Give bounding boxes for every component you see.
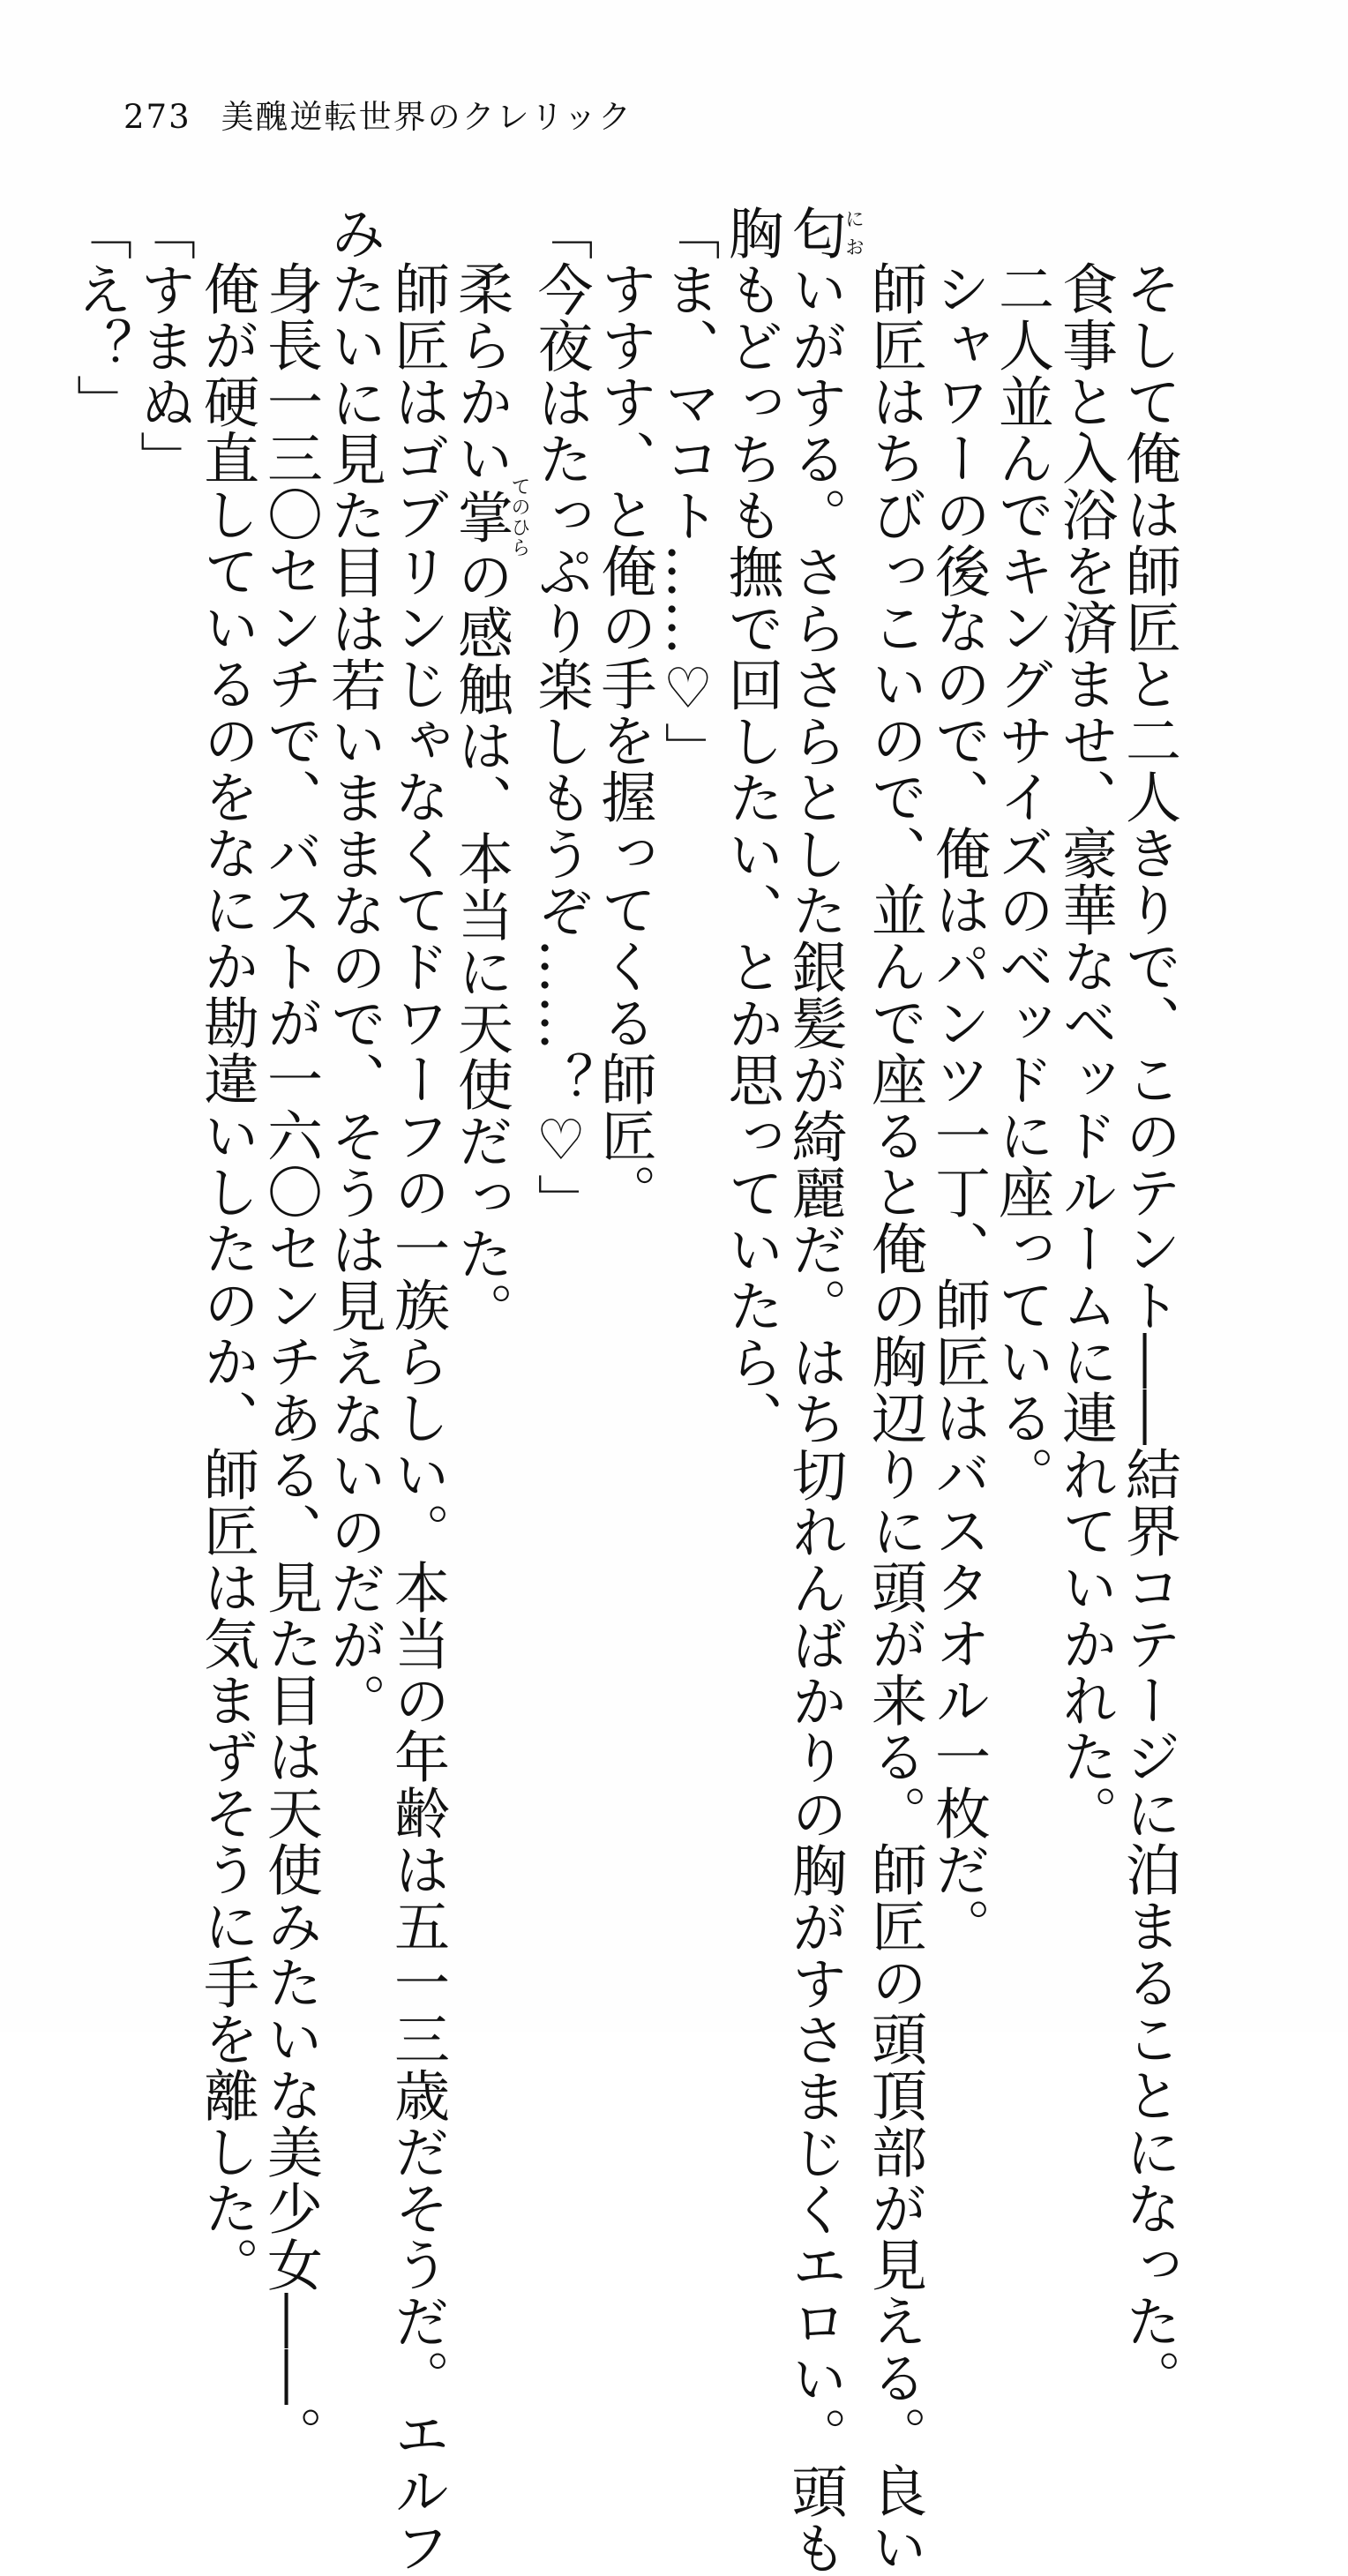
paragraph: 二人並んでキングサイズのベッドに座っている。 <box>990 260 1054 1502</box>
paragraph: 食事と入浴を済ませ、豪華なベッドルームに連れていかれた。 <box>1053 260 1118 1841</box>
paragraph: シャワーの後なので、俺はパンツ一丁、師匠はバスタオル一枚だ。 <box>926 260 991 1954</box>
paragraph <box>783 205 865 2576</box>
ruby-nioi <box>783 205 865 261</box>
paragraph-segment: いがする。さらさらとした銀髪が綺麗だ。はち切れんばかりの胸がすさまじくエロい。頭も <box>783 261 848 2576</box>
paragraph-segment: の感触は、本当に天使だった。 <box>449 548 513 1338</box>
dialogue-line: 「今夜はたっぷり楽しもうぞ……？♡」 <box>528 205 594 1230</box>
ruby-tenohira <box>449 476 530 558</box>
dialogue-line: 「すまぬ」 <box>131 205 196 487</box>
paragraph: 師匠はゴブリンじゃなくてドワーフの一族らしい。本当の年齢は五一三歳だそうだ。エルフ <box>386 260 450 2575</box>
ruby-reading: にお <box>842 205 865 261</box>
paragraph: すすす、と俺の手を握ってくる師匠。 <box>592 260 657 1220</box>
running-head <box>124 90 633 138</box>
paragraph: 俺が硬直しているのをなにか勘違いしたのか、師匠は気まずそうに手を離した。 <box>195 260 259 2293</box>
body-text <box>68 205 1181 2576</box>
paragraph: 胸もどっちも撫で回したい、とか思っていたら、 <box>719 205 784 1447</box>
paragraph: そして俺は師匠と二人きりで、このテント――結界コテージに泊まることになった。 <box>1117 260 1181 2406</box>
dialogue-line: 「え？」 <box>68 205 132 431</box>
ruby-base: 匂 <box>783 205 848 261</box>
page-number: 273 <box>124 98 191 136</box>
paragraph <box>449 205 529 1960</box>
paragraph: みたいに見た目は若いままなので、そうは見えないのだが。 <box>322 205 386 1729</box>
paragraph: 師匠はちびっこいので、並んで座ると俺の胸辺りに頭が来る。師匠の頭頂部が見える。良い <box>863 260 927 2575</box>
ruby-reading: てのひら <box>508 476 530 558</box>
book-title: 美醜逆転世界のクレリック <box>221 98 633 136</box>
paragraph: 身長一三〇センチで、バストが一六〇センチある、見た目は天使みたいな美少女――。 <box>258 260 323 2462</box>
paragraph-segment: 柔らかい <box>449 260 513 486</box>
dialogue-line: 「ま、マコト……♡」 <box>655 205 721 778</box>
ruby-base: 掌 <box>449 476 513 558</box>
